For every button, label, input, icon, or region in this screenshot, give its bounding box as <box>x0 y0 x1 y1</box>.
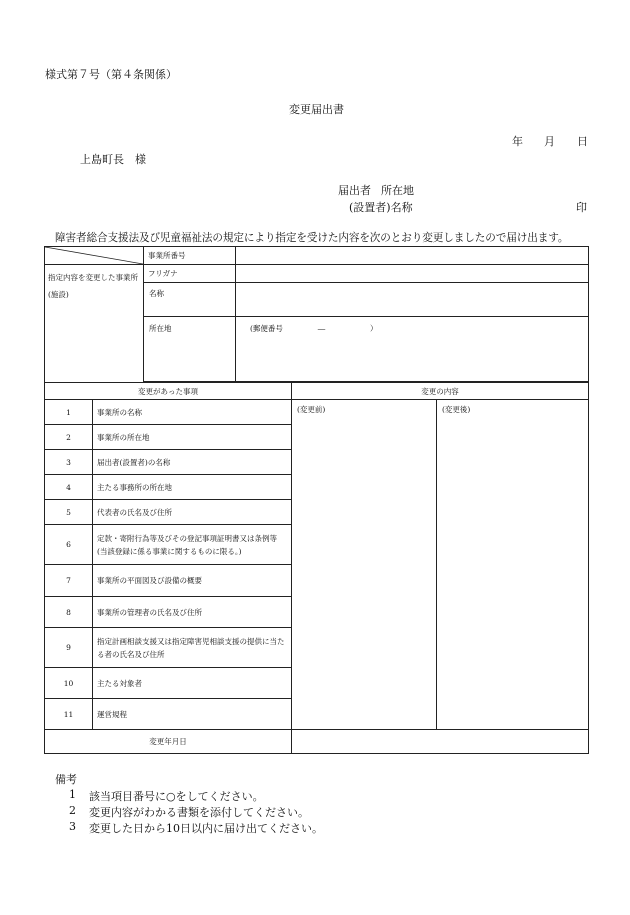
item-number[interactable]: 4 <box>45 475 93 500</box>
content-header: 変更の内容 <box>292 383 589 400</box>
item-text: 事業所の平面図及び設備の概要 <box>93 565 292 597</box>
postal-close: ） <box>370 324 378 333</box>
postal-label: (郵便番号 <box>250 324 283 333</box>
facility-name-label: 名称 <box>144 283 236 317</box>
applicant-name-label: (設置者)名称 <box>349 201 413 214</box>
facility-name-field[interactable] <box>236 283 589 317</box>
item-text: 定款・寄附行為等及びその登記事項証明書又は条例等(当該登録に係る事業に関するものに限る。) <box>93 525 292 565</box>
item-number[interactable]: 8 <box>45 597 93 628</box>
remark-text: 該当項目番号に○をしてください。 <box>89 790 264 803</box>
after-label: (変更後) <box>442 405 471 414</box>
remark-number: 1 <box>69 788 76 801</box>
furigana-label: フリガナ <box>144 265 236 283</box>
remark-number: 2 <box>69 804 76 817</box>
furigana-field[interactable] <box>236 265 589 283</box>
addressee: 上島町長 様 <box>80 153 146 166</box>
before-label: (変更前) <box>297 405 326 414</box>
item-number[interactable]: 5 <box>45 500 93 525</box>
date-day-label: 日 <box>577 135 588 148</box>
item-text: 主たる事務所の所在地 <box>93 475 292 500</box>
facility-address-field[interactable] <box>236 317 589 382</box>
item-text: 事業所の管理者の氏名及び住所 <box>93 597 292 628</box>
changes-table <box>44 382 589 754</box>
facility-address-label: 所在地 <box>144 317 236 382</box>
applicant-address-label: 所在地 <box>381 184 414 197</box>
item-number[interactable]: 11 <box>45 699 93 730</box>
diagonal-line <box>45 247 143 264</box>
statement-text: 障害者総合支援法及び児童福祉法の規定により指定を受けた内容を次のとおり変更しましたので届け出ます。 <box>55 232 569 244</box>
item-number[interactable]: 3 <box>45 450 93 475</box>
facility-section-label: 指定内容を変更した事業所(施設) <box>45 265 144 383</box>
facility-number-field[interactable] <box>236 247 589 265</box>
item-number[interactable]: 6 <box>45 525 93 565</box>
item-text: 指定計画相談支援又は指定障害児相談支援の提供に当たる者の氏名及び住所 <box>93 628 292 668</box>
date-year-label: 年 <box>512 135 523 148</box>
facility-number-label: 事業所番号 <box>144 247 236 265</box>
item-text: 代表者の氏名及び住所 <box>93 500 292 525</box>
item-text: 事業所の名称 <box>93 400 292 425</box>
remark-text: 変更内容がわかる書類を添付してください。 <box>89 806 309 819</box>
seal-mark: 印 <box>576 201 587 214</box>
item-number[interactable]: 7 <box>45 565 93 597</box>
item-number[interactable]: 2 <box>45 425 93 450</box>
item-number[interactable]: 10 <box>45 668 93 699</box>
item-number[interactable]: 1 <box>45 400 93 425</box>
items-header: 変更があった事項 <box>45 383 292 400</box>
item-text: 届出者(設置者)の名称 <box>93 450 292 475</box>
postal-dash: ― <box>317 324 326 333</box>
item-number[interactable]: 9 <box>45 628 93 668</box>
item-text: 運営規程 <box>93 699 292 730</box>
remark-text: 変更した日から10日以内に届け出てください。 <box>89 822 323 835</box>
facility-table <box>44 246 589 383</box>
after-change-field[interactable] <box>437 400 589 730</box>
applicant-label: 届出者 <box>338 184 371 197</box>
change-date-field[interactable] <box>292 730 589 754</box>
before-change-field[interactable] <box>292 400 437 730</box>
date-month-label: 月 <box>544 135 555 148</box>
diagonal-corner-cell <box>45 247 144 265</box>
change-date-label: 変更年月日 <box>45 730 292 754</box>
item-text: 事業所の所在地 <box>93 425 292 450</box>
remark-number: 3 <box>69 820 76 833</box>
item-text: 主たる対象者 <box>93 668 292 699</box>
remarks-heading: 備考 <box>55 773 77 786</box>
form-number: 様式第７号（第４条関係） <box>45 68 177 81</box>
document-title: 変更届出書 <box>289 103 344 116</box>
